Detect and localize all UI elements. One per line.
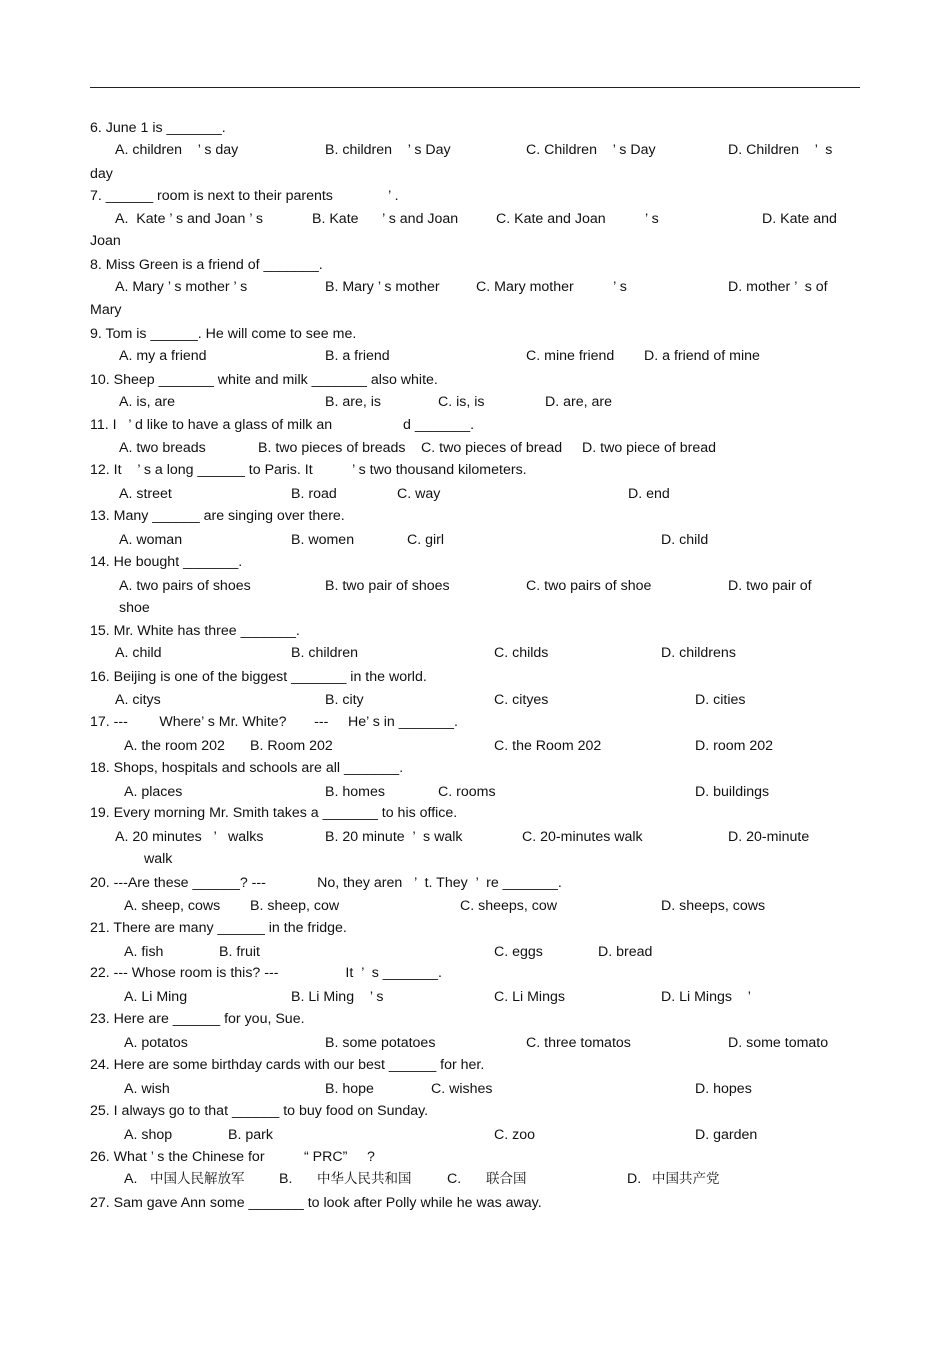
answer-option-continuation: shoe <box>119 600 150 616</box>
answer-option: D. two piece of bread <box>582 440 717 456</box>
answer-option: C. two pairs of shoe <box>526 578 652 594</box>
answer-option-continuation: Joan <box>90 233 121 249</box>
answer-option: C. girl <box>407 532 445 548</box>
answer-option: B. Li Ming ’ s <box>291 989 384 1005</box>
answer-option: D. <box>627 1171 642 1187</box>
answer-option: A. sheep, cows <box>124 898 221 914</box>
answer-option: B. Room 202 <box>250 738 333 754</box>
answer-option: B. are, is <box>325 394 381 410</box>
question-stem: 8. Miss Green is a friend of _______. <box>90 257 323 273</box>
answer-option: A. <box>124 1171 138 1187</box>
answer-option: C. zoo <box>494 1127 536 1143</box>
answer-option: B. 20 minute ’ s walk <box>325 829 463 845</box>
answer-option: D. end <box>628 486 670 502</box>
answer-option: A. potatos <box>124 1035 188 1051</box>
answer-option: D. bread <box>598 944 653 960</box>
question-stem: 25. I always go to that ______ to buy food on Sunday. <box>90 1103 429 1119</box>
answer-option: A. 20 minutes ’ walks <box>115 829 264 845</box>
answer-option: C. mine friend <box>526 348 615 364</box>
answer-option: D. cities <box>695 692 746 708</box>
answer-option: C. Mary mother ’ s <box>476 279 627 295</box>
answer-option: 中华人民共和国 <box>317 1171 412 1187</box>
answer-option: C. Li Mings <box>494 989 565 1005</box>
answer-option: D. hopes <box>695 1081 752 1097</box>
answer-option: A. wish <box>124 1081 170 1097</box>
answer-option: D. garden <box>695 1127 758 1143</box>
answer-option: D. mother ’ s of <box>728 279 828 295</box>
answer-option: D. Li Mings ’ <box>661 989 751 1005</box>
question-stem: 9. Tom is ______. He will come to see me. <box>90 326 357 342</box>
answer-option: A. children ’ s day <box>115 142 239 158</box>
question-stem: 12. It ’ s a long ______ to Paris. It ’ s two thousand kilometers. <box>90 462 527 478</box>
answer-option: D. childrens <box>661 645 736 661</box>
question-stem: 17. --- Where’ s Mr. White? --- He’ s in _______. <box>90 714 458 730</box>
answer-option-continuation: day <box>90 166 113 182</box>
answer-option: B. some potatoes <box>325 1035 436 1051</box>
question-stem: 22. --- Whose room is this? --- It ’ s _______. <box>90 965 442 981</box>
header-rule <box>90 87 860 88</box>
answer-option: C. childs <box>494 645 549 661</box>
answer-option: A. is, are <box>119 394 175 410</box>
answer-option: C. <box>447 1171 462 1187</box>
answer-option: C. cityes <box>494 692 549 708</box>
answer-option: D. a friend of mine <box>644 348 760 364</box>
question-stem: 13. Many ______ are singing over there. <box>90 508 345 524</box>
answer-option: A. Kate ’ s and Joan ’ s <box>115 211 263 227</box>
answer-option: B. two pieces of breads <box>258 440 406 456</box>
answer-option: C. rooms <box>438 784 496 800</box>
answer-option: C. sheeps, cow <box>460 898 557 914</box>
answer-option: A. my a friend <box>119 348 207 364</box>
question-stem: 21. There are many ______ in the fridge. <box>90 920 347 936</box>
answer-option: C. three tomatos <box>526 1035 631 1051</box>
answer-option: C. way <box>397 486 441 502</box>
answer-option: A. two breads <box>119 440 206 456</box>
answer-option: A. Li Ming <box>124 989 188 1005</box>
answer-option: A. the room 202 <box>124 738 225 754</box>
answer-option: B. children ’ s Day <box>325 142 451 158</box>
answer-option: B. road <box>291 486 337 502</box>
answer-option: B. <box>279 1171 293 1187</box>
answer-option: C. the Room 202 <box>494 738 602 754</box>
answer-option: A. child <box>115 645 162 661</box>
answer-option: D. some tomato <box>728 1035 829 1051</box>
answer-option: C. two pieces of bread <box>421 440 563 456</box>
answer-option: D. room 202 <box>695 738 774 754</box>
question-stem: 7. ______ room is next to their parents ’ . <box>90 188 399 204</box>
answer-option: D. 20-minute <box>728 829 810 845</box>
question-stem: 26. What ’ s the Chinese for “ PRC” ? <box>90 1149 375 1165</box>
answer-option: D. sheeps, cows <box>661 898 766 914</box>
answer-option: C. eggs <box>494 944 543 960</box>
answer-option: B. two pair of shoes <box>325 578 450 594</box>
answer-option: A. fish <box>124 944 164 960</box>
answer-option: A. street <box>119 486 172 502</box>
answer-option: B. children <box>291 645 359 661</box>
answer-option: D. are, are <box>545 394 613 410</box>
answer-option: C. Kate and Joan ’ s <box>496 211 659 227</box>
answer-option: C. wishes <box>431 1081 493 1097</box>
answer-option: A. Mary ’ s mother ’ s <box>115 279 248 295</box>
question-stem: 10. Sheep _______ white and milk _______ also white. <box>90 372 438 388</box>
answer-option-continuation: Mary <box>90 302 122 318</box>
answer-option: B. Mary ’ s mother <box>325 279 440 295</box>
question-stem: 18. Shops, hospitals and schools are all _______. <box>90 760 404 776</box>
answer-option: B. homes <box>325 784 385 800</box>
answer-option: C. 20-minutes walk <box>522 829 643 845</box>
answer-option: B. city <box>325 692 364 708</box>
answer-option: C. Children ’ s Day <box>526 142 656 158</box>
answer-option: 中国人民解放军 <box>150 1171 245 1187</box>
answer-option: A. places <box>124 784 183 800</box>
answer-option: B. hope <box>325 1081 374 1097</box>
question-stem: 14. He bought _______. <box>90 554 243 570</box>
question-stem: 19. Every morning Mr. Smith takes a _______ to his office. <box>90 805 458 821</box>
answer-option: B. Kate ’ s and Joan <box>312 211 459 227</box>
answer-option: D. two pair of <box>728 578 812 594</box>
answer-option: D. child <box>661 532 709 548</box>
question-stem: 11. I ’ d like to have a glass of milk an d _______. <box>90 417 475 433</box>
question-stem: 6. June 1 is _______. <box>90 120 226 136</box>
question-stem: 27. Sam gave Ann some _______ to look after Polly while he was away. <box>90 1195 542 1211</box>
answer-option-continuation: walk <box>144 851 173 867</box>
answer-option: B. park <box>228 1127 273 1143</box>
question-stem: 15. Mr. White has three _______. <box>90 623 300 639</box>
answer-option: B. women <box>291 532 355 548</box>
answer-option: D. Children ’ s <box>728 142 833 158</box>
question-stem: 24. Here are some birthday cards with our best ______ for her. <box>90 1057 485 1073</box>
answer-option: A. two pairs of shoes <box>119 578 251 594</box>
answer-option: A. citys <box>115 692 161 708</box>
question-stem: 16. Beijing is one of the biggest _______ in the world. <box>90 669 427 685</box>
answer-option: A. woman <box>119 532 183 548</box>
answer-option: 联合国 <box>486 1171 527 1187</box>
answer-option: A. shop <box>124 1127 173 1143</box>
answer-option: D. buildings <box>695 784 770 800</box>
answer-option: B. a friend <box>325 348 390 364</box>
question-stem: 20. ---Are these ______? --- No, they aren ’ t. They ’ re _______. <box>90 875 562 891</box>
question-stem: 23. Here are ______ for you, Sue. <box>90 1011 305 1027</box>
answer-option: D. Kate and <box>762 211 837 227</box>
answer-option: C. is, is <box>438 394 485 410</box>
answer-option: B. sheep, cow <box>250 898 340 914</box>
answer-option: 中国共产党 <box>652 1171 720 1187</box>
answer-option: B. fruit <box>219 944 260 960</box>
